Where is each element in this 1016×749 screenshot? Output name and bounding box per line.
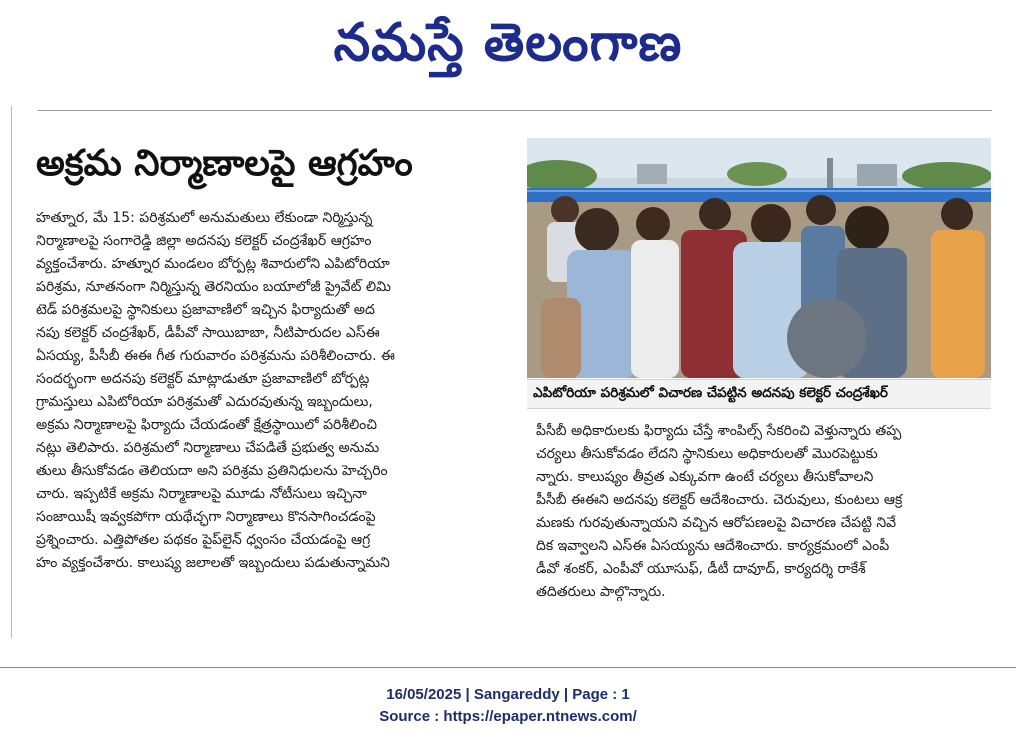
article-body-right <box>536 420 991 640</box>
body-text-line: చర్యలు తీసుకోవడం లేదని స్థానికులు అధికారులతో మొరపెట్టుకు <box>536 446 878 462</box>
body-text-line: చారు. ఇప్పటికే అక్రమ నిర్మాణాలపై మూడు నోటీసులు ఇచ్చినా <box>36 486 367 502</box>
body-text-line: నిర్మాణాలపై సంగారెడ్డి జిల్లా అదనపు కలెక్టర్ చంద్రశేఖర్ ఆగ్రహం <box>36 233 372 249</box>
body-text-line: పరిశ్రమ, నూతనంగా నిర్మిస్తున్న తెరనియం బయాలోజీ ప్రైవేట్ లిమి <box>36 279 391 295</box>
article-body-left <box>36 207 518 643</box>
body-text-line: సంజాయిషీ ఇవ్వకపోగా యథేచ్ఛగా నిర్మాణాలు కొనసాగించడంపై <box>36 509 376 525</box>
edition-info: 16/05/2025 | Sangareddy | Page : 1 <box>386 686 630 703</box>
body-text-line: ప్రశ్నించారు. ఎత్తిపోతల పథకం పైప్‌లైన్ ధ్వంసం చేయడంపై ఆగ్ర <box>36 532 371 548</box>
masthead <box>0 0 1016 86</box>
body-text-line: పీసీబీ అధికారులకు ఫిర్యాదు చేస్తే శాంపిల్స్ సేకరించి వెళ్తున్నారు తప్ప <box>536 423 902 439</box>
column-divider-left <box>11 106 12 638</box>
body-text-line: డీవో శంకర్, ఎంపీవో యూసుఫ్, డీటీ దావూద్, కార్యదర్శి రాకేశ్ <box>536 561 866 577</box>
body-text-line: న్నారు. కాలుష్యం తీవ్రత ఎక్కువగా ఉంటే చర్యలు తీసుకోవాలని <box>536 469 874 485</box>
photo-caption: ఎపిటోరియా పరిశ్రమలో విచారణ చేపట్టిన అదనపు కలెక్టర్ చంద్రశేఖర్ <box>527 379 991 409</box>
body-text-line: గ్రామస్తులు ఎపిటోరియా పరిశ్రమతో ఎదురవుతున్న ఇబ్బందులు, <box>36 394 373 410</box>
body-text-line: ఏసయ్య, పీసీబీ ఈఈ గీత గురువారం పరిశ్రమను పరిశీలించారు. ఈ <box>36 348 395 364</box>
body-text-line: తదితరులు పాల్గొన్నారు. <box>536 584 666 600</box>
body-text-line: వ్యక్తంచేశారు. హత్నూర మండలం బోర్పట్ల శివారులోని ఎపిటోరియా <box>36 256 390 272</box>
body-text-line: టెడ్ పరిశ్రమలపై స్థానికులు ప్రజావాణిలో ఇచ్చిన ఫిర్యాదుతో అద <box>36 302 375 318</box>
footer <box>0 684 1016 728</box>
body-text-line: పీసీబీ ఈఈని అదనపు కలెక్టర్ ఆదేశించారు. చెరువులు, కుంటలు ఆక్ర <box>536 492 903 508</box>
body-text-line: మణకు గురవుతున్నాయని వచ్చిన ఆరోపణలపై విచారణ చేపట్టి నివే <box>536 515 897 531</box>
source-link[interactable]: Source : https://epaper.ntnews.com/ <box>379 708 637 725</box>
article-photo <box>527 138 991 378</box>
body-text-line: సందర్భంగా అదనపు కలెక్టర్ మాట్లాడుతూ ప్రజావాణిలో బోర్పట్ల <box>36 371 370 387</box>
bottom-rule <box>0 667 1016 668</box>
body-text-line: నట్లు తెలిపారు. పరిశ్రమలో నిర్మాణాలు చేపడితే ప్రభుత్వ అనుమ <box>36 440 380 456</box>
body-text-line: అక్రమ నిర్మాణాలపై ఫిర్యాదు చేయడంతో క్షేత్రస్థాయిలో పరిశీలించి <box>36 417 378 433</box>
body-text-line: హం వ్యక్తంచేశారు. కాలుష్య జలాలతో ఇబ్బందులు పడుతున్నామని <box>36 555 390 571</box>
body-text-line: హత్నూర, మే 15: పరిశ్రమలో అనుమతులు లేకుండా నిర్మిస్తున్న <box>36 210 373 226</box>
article-headline: అక్రమ నిర్మాణాలపై ఆగ్రహం <box>36 143 413 184</box>
body-text-line: తులు తీసుకోవడం తెలియదా అని పరిశ్రమ ప్రతినిధులను హెచ్చరిం <box>36 463 388 479</box>
newspaper-logo: నమస్తే తెలంగాణ <box>333 13 683 73</box>
body-text-line: దిక ఇవ్వాలని ఎస్ఈ ఏసయ్యను ఆదేశించారు. కార్యక్రమంలో ఎంపీ <box>536 538 890 554</box>
body-text-line: నపు కలెక్టర్ చంద్రశేఖర్, డీపీవో సాయిబాబా, నీటిపారుదల ఎస్ఈ <box>36 325 380 341</box>
top-rule <box>38 110 992 111</box>
